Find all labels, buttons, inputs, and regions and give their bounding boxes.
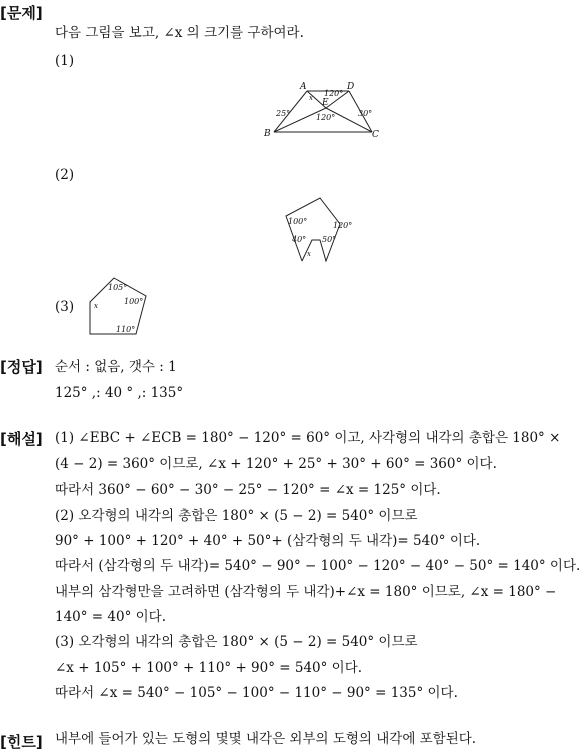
hint-text: 내부에 들어가 있는 도형의 몇몇 내각은 외부의 도형의 내각에 포함된다. bbox=[55, 731, 477, 747]
fig2-angle-a3: 40° bbox=[292, 235, 307, 244]
answer-line-2: 125° ,: 40 ° ,: 135° bbox=[55, 385, 184, 401]
fig2-angle-a2: 120° bbox=[333, 221, 353, 230]
figure-3 bbox=[84, 272, 154, 342]
figure-1 bbox=[262, 80, 387, 145]
explanation-line: ∠x + 105° + 100° + 110° + 90° = 540° 이다. bbox=[55, 660, 363, 676]
fig1-angle-mid: 120° bbox=[316, 113, 336, 122]
hint-header: [힌트] bbox=[0, 733, 43, 751]
fig2-angle-a1: 100° bbox=[288, 217, 308, 226]
fig1-angle-c: 30° bbox=[358, 109, 373, 118]
fig2-label-x: x bbox=[307, 250, 311, 258]
fig1-label-x: x bbox=[309, 94, 313, 102]
item-3-label: (3) bbox=[55, 299, 75, 315]
answer-line-1: 순서 : 없음, 갯수 : 1 bbox=[55, 359, 177, 375]
explanation-line: 따라서 360° − 60° − 30° − 25° − 120° = ∠x = 125° 이다. bbox=[55, 482, 441, 498]
fig3-angle-a1: 105° bbox=[108, 283, 128, 292]
explanation-line: (3) 오각형의 내각의 총합은 180° × (5 − 2) = 540° 이므로 bbox=[55, 634, 418, 650]
explanation-line: 따라서 (삼각형의 두 내각)= 540° − 90° − 100° − 120° − 40° − 50° = 140° 이다. bbox=[55, 558, 581, 574]
fig3-angle-a3: 110° bbox=[116, 325, 136, 334]
fig2-angle-a4: 50° bbox=[322, 235, 337, 244]
fig1-label-b: B bbox=[264, 129, 271, 139]
explanation-header: [해설] bbox=[0, 430, 43, 448]
fig3-angle-a2: 100° bbox=[124, 297, 144, 306]
fig1-angle-top: 120° bbox=[324, 89, 344, 98]
question-text: 다음 그림을 보고, ∠x 의 크기를 구하여라. bbox=[55, 25, 304, 41]
fig1-label-a: A bbox=[300, 82, 307, 92]
explanation-line: (2) 오각형의 내각의 총합은 180° × (5 − 2) = 540° 이므로 bbox=[55, 508, 418, 524]
item-2-label: (2) bbox=[55, 167, 75, 183]
answer-header: [정답] bbox=[0, 358, 43, 376]
problem-header: [문제] bbox=[0, 4, 43, 22]
explanation-line: 따라서 ∠x = 540° − 105° − 100° − 110° − 90° = 135° 이다. bbox=[55, 685, 458, 701]
fig1-label-c: C bbox=[372, 130, 379, 140]
explanation-line: 90° + 100° + 120° + 40° + 50°+ (삼각형의 두 내각)= 540° 이다. bbox=[55, 533, 481, 549]
item-1-label: (1) bbox=[55, 53, 75, 69]
explanation-line: 140° = 40° 이다. bbox=[55, 609, 167, 625]
fig3-label-x: x bbox=[94, 302, 98, 310]
fig1-angle-b: 25° bbox=[276, 109, 291, 118]
explanation-line: 내부의 삼각형만을 고려하면 (삼각형의 두 내각)+∠x = 180° 이므로, ∠x = 180° − bbox=[55, 584, 557, 600]
figure-2 bbox=[280, 194, 360, 266]
fig1-label-d: D bbox=[347, 82, 355, 92]
explanation-line: (1) ∠EBC + ∠ECB = 180° − 120° = 60° 이고, 사각형의 내각의 총합은 180° × bbox=[55, 430, 561, 446]
fig1-label-e: E bbox=[322, 98, 329, 108]
explanation-line: (4 − 2) = 360° 이므로, ∠x + 120° + 25° + 30° + 60° = 360° 이다. bbox=[55, 456, 497, 472]
